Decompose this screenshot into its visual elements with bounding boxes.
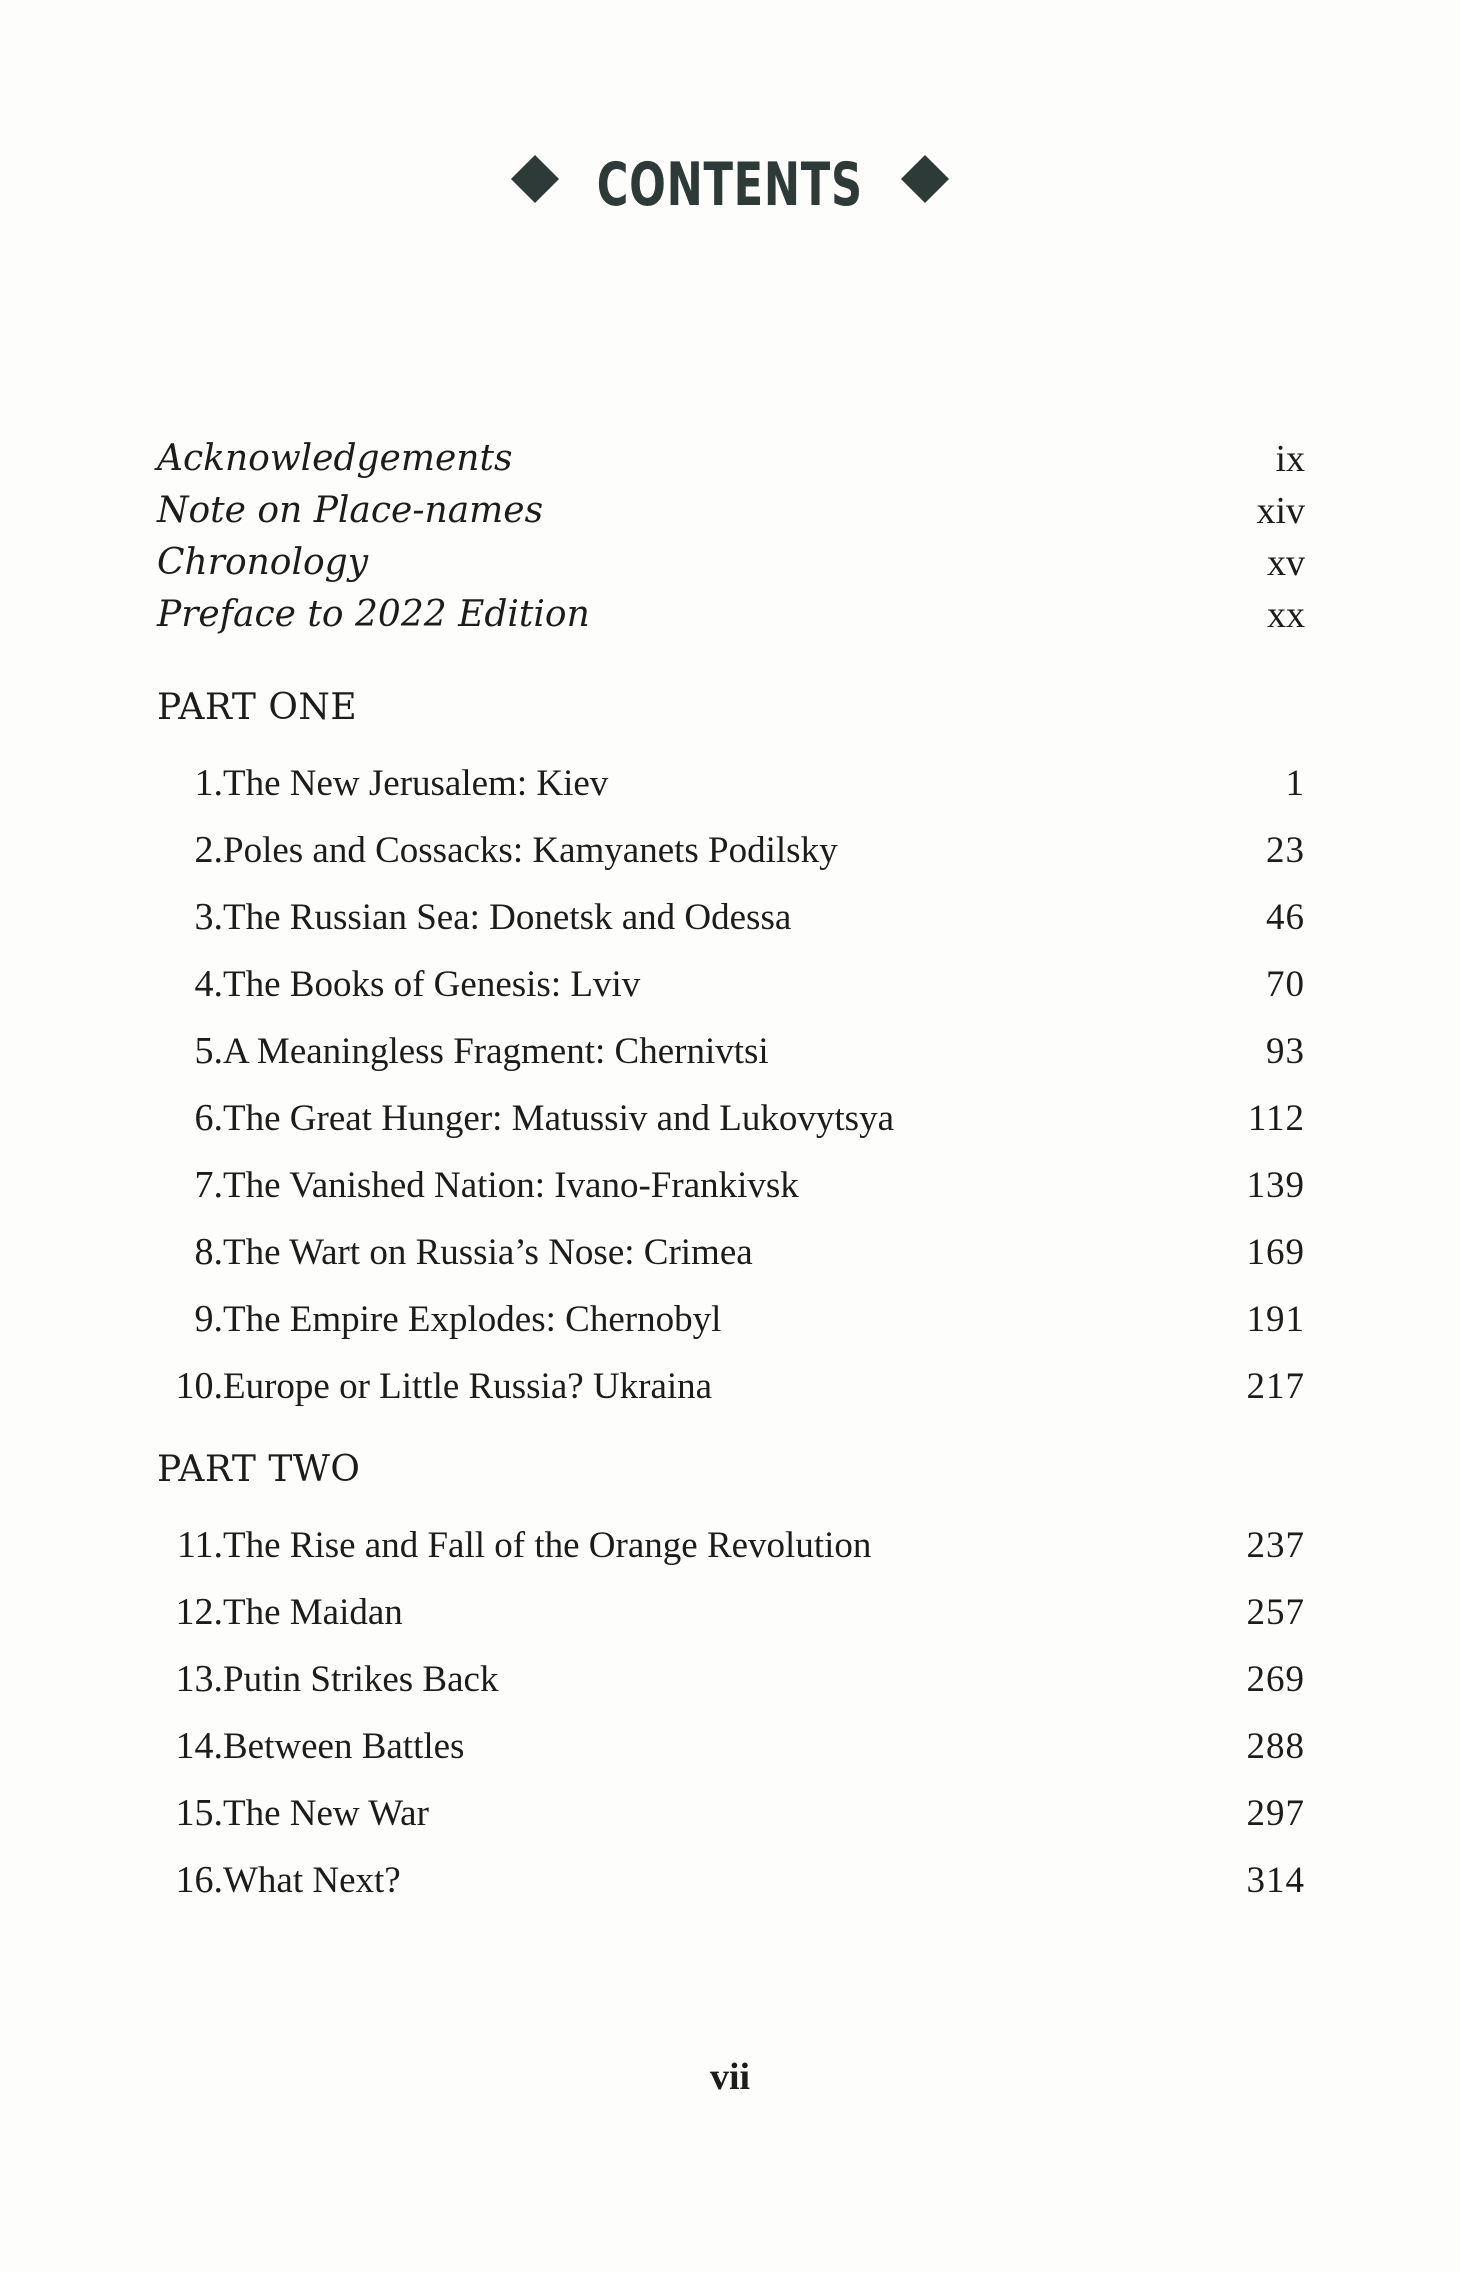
chapter-row <box>157 1152 1305 1219</box>
chapter-row <box>157 1713 1305 1780</box>
chapter-number: 12. <box>175 1591 223 1633</box>
chapter-title: The Maidan <box>223 1592 403 1633</box>
chapter-number: 5. <box>194 1030 223 1072</box>
chapter-page: 237 <box>1246 1525 1305 1566</box>
part-two-section <box>157 1444 1305 1914</box>
chapter-number: 1. <box>194 762 223 804</box>
chapter-page: 217 <box>1246 1366 1305 1407</box>
chapter-number: 10. <box>175 1365 223 1407</box>
chapter-title: The New Jerusalem: Kiev <box>223 763 609 804</box>
front-matter-label: Note on Place-names <box>157 490 544 531</box>
chapter-title: The Wart on Russia’s Nose: Crimea <box>223 1232 753 1273</box>
chapter-row <box>157 1085 1305 1152</box>
chapter-number: 13. <box>175 1658 223 1700</box>
chapter-row <box>157 1353 1305 1420</box>
chapter-page: 269 <box>1246 1659 1305 1700</box>
chapter-row <box>157 1286 1305 1353</box>
chapter-page: 112 <box>1247 1098 1305 1139</box>
contents-title-row <box>0 150 1460 220</box>
part-heading: PART ONE <box>157 687 358 728</box>
front-matter-label: Preface to 2022 Edition <box>157 594 590 635</box>
front-matter-item <box>157 433 1305 485</box>
chapter-row <box>157 1646 1305 1713</box>
front-matter-item <box>157 485 1305 537</box>
part-heading: PART TWO <box>157 1449 361 1490</box>
chapter-number: 3. <box>194 896 223 938</box>
chapter-title: The Rise and Fall of the Orange Revolution <box>223 1525 872 1566</box>
chapter-title: Poles and Cossacks: Kamyanets Podilsky <box>223 830 838 871</box>
chapter-row <box>157 1579 1305 1646</box>
front-matter-page: xx <box>1267 594 1305 636</box>
chapter-page: 257 <box>1246 1592 1305 1633</box>
chapter-page: 139 <box>1246 1165 1305 1206</box>
chapter-title: Between Battles <box>223 1726 465 1767</box>
chapter-title: Putin Strikes Back <box>223 1659 499 1700</box>
chapter-page: 93 <box>1266 1031 1305 1072</box>
chapter-number: 11. <box>176 1524 223 1566</box>
chapter-number: 15. <box>175 1792 223 1834</box>
chapter-number: 8. <box>194 1231 223 1273</box>
front-matter-item <box>157 589 1305 641</box>
chapter-number: 7. <box>194 1164 223 1206</box>
chapter-row <box>157 1512 1305 1579</box>
front-matter-page: xv <box>1267 542 1305 584</box>
page-number: vii <box>709 2056 751 2098</box>
chapter-title: What Next? <box>223 1860 401 1901</box>
chapter-title: The Vanished Nation: Ivano-Frankivsk <box>223 1165 799 1206</box>
chapter-page: 70 <box>1266 964 1305 1005</box>
chapter-number: 9. <box>194 1298 223 1340</box>
chapter-page: 1 <box>1285 763 1305 804</box>
chapter-title: Europe or Little Russia? Ukraina <box>223 1366 713 1407</box>
chapter-row <box>157 1780 1305 1847</box>
chapter-title: The Russian Sea: Donetsk and Odessa <box>223 897 792 938</box>
front-matter-page: xiv <box>1256 490 1305 532</box>
chapter-page: 297 <box>1246 1793 1305 1834</box>
chapter-row <box>157 750 1305 817</box>
chapter-number: 4. <box>194 963 223 1005</box>
chapter-number: 2. <box>194 829 223 871</box>
chapter-page: 191 <box>1246 1299 1305 1340</box>
part-one-section <box>157 682 1305 1420</box>
front-matter-item <box>157 537 1305 589</box>
chapter-row <box>157 817 1305 884</box>
front-matter-page: ix <box>1275 438 1305 480</box>
chapter-number: 16. <box>175 1859 223 1901</box>
chapter-title: A Meaningless Fragment: Chernivtsi <box>223 1031 769 1072</box>
diamond-ornament-icon <box>511 155 559 203</box>
chapter-title: The Empire Explodes: Chernobyl <box>223 1299 722 1340</box>
chapter-page: 169 <box>1246 1232 1305 1273</box>
chapter-number: 14. <box>175 1725 223 1767</box>
chapter-row <box>157 1847 1305 1914</box>
chapter-title: The Great Hunger: Matussiv and Lukovytsya <box>223 1098 894 1139</box>
page-title: CONTENTS <box>596 150 864 220</box>
chapter-row <box>157 884 1305 951</box>
chapter-page: 23 <box>1266 830 1305 871</box>
chapter-row <box>157 951 1305 1018</box>
chapter-title: The New War <box>223 1793 429 1834</box>
chapter-row <box>157 1219 1305 1286</box>
front-matter-list <box>157 433 1305 641</box>
diamond-ornament-icon <box>901 155 949 203</box>
chapter-page: 46 <box>1266 897 1305 938</box>
chapter-number: 6. <box>194 1097 223 1139</box>
chapter-page: 288 <box>1246 1726 1305 1767</box>
front-matter-label: Acknowledgements <box>157 438 513 479</box>
chapter-row <box>157 1018 1305 1085</box>
chapter-page: 314 <box>1246 1860 1305 1901</box>
chapter-title: The Books of Genesis: Lviv <box>223 964 641 1005</box>
front-matter-label: Chronology <box>157 542 369 583</box>
